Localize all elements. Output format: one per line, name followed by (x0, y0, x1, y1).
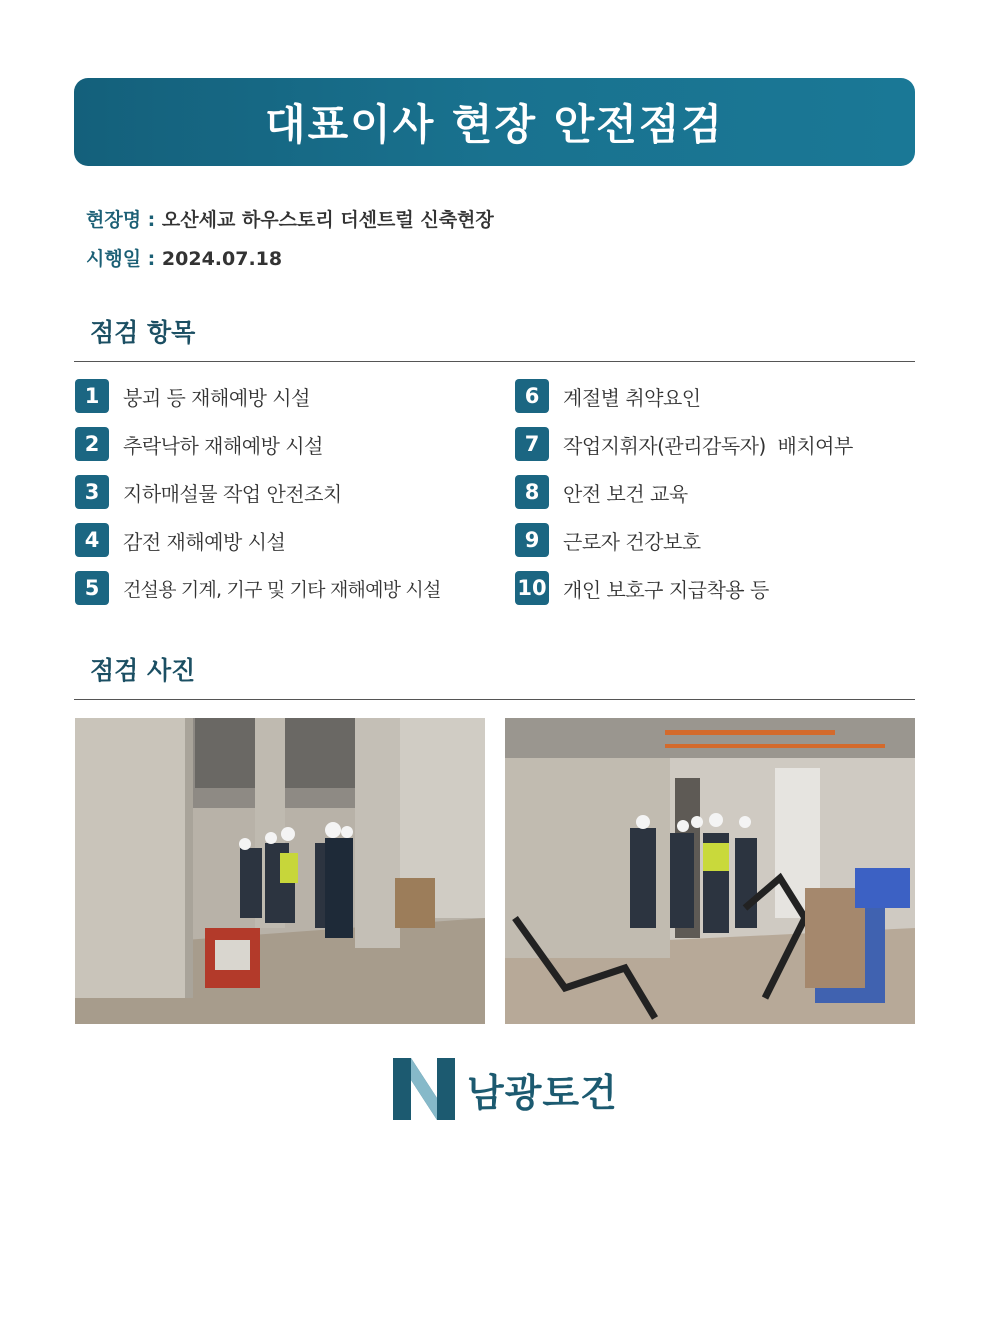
photos-section-header (74, 641, 915, 700)
company-logo-text: 남광토건 (467, 1070, 618, 1115)
item-text: 근로자 건강보호 (563, 529, 701, 554)
check-item-9 (515, 523, 701, 557)
item-text: 감전 재해예방 시설 (123, 529, 286, 554)
item-text: 안전 보건 교육 (563, 481, 688, 506)
page-title: 대표이사 현장 안전점검 (265, 100, 724, 149)
item-text: 계절별 취약요인 (563, 385, 701, 410)
inspection-photo-2 (505, 718, 915, 1024)
item-text: 붕괴 등 재해예방 시설 (123, 385, 310, 410)
item-number: 5 (75, 571, 109, 605)
item-number: 9 (515, 523, 549, 557)
item-text: 추락낙하 재해예방 시설 (123, 433, 323, 458)
check-item-1 (75, 379, 310, 413)
date-info (86, 244, 282, 271)
items-section-header (74, 303, 915, 362)
check-item-2 (75, 427, 323, 461)
check-item-5 (75, 571, 441, 605)
photos-section-title: 점검 사진 (90, 656, 196, 685)
company-logo (393, 1056, 623, 1122)
item-number: 6 (515, 379, 549, 413)
item-text: 개인 보호구 지급착용 등 (563, 577, 769, 602)
items-section-title: 점검 항목 (90, 318, 196, 347)
check-item-4 (75, 523, 285, 557)
date-value: 2024.07.18 (161, 248, 283, 270)
check-item-3 (75, 475, 342, 509)
item-number: 4 (75, 523, 109, 557)
date-label: 시행일 : (86, 248, 156, 270)
item-text: 작업지휘자(관리감독자) 배치여부 (563, 433, 853, 458)
site-label: 현장명 : (86, 209, 156, 231)
check-item-8 (515, 475, 688, 509)
check-item-6 (515, 379, 701, 413)
item-number: 10 (515, 571, 549, 605)
site-value: 오산세교 하우스토리 더센트럴 신축현장 (161, 209, 494, 231)
item-number: 2 (75, 427, 109, 461)
item-number: 1 (75, 379, 109, 413)
item-number: 3 (75, 475, 109, 509)
check-item-7 (515, 427, 853, 461)
company-logo-n-icon (393, 1058, 455, 1120)
title-banner (74, 78, 915, 166)
item-text: 건설용 기계, 기구 및 기타 재해예방 시설 (123, 578, 441, 601)
inspection-photo-1 (75, 718, 485, 1024)
site-info (86, 205, 494, 232)
check-item-10 (515, 571, 769, 605)
item-number: 8 (515, 475, 549, 509)
item-number: 7 (515, 427, 549, 461)
item-text: 지하매설물 작업 안전조치 (123, 481, 342, 506)
